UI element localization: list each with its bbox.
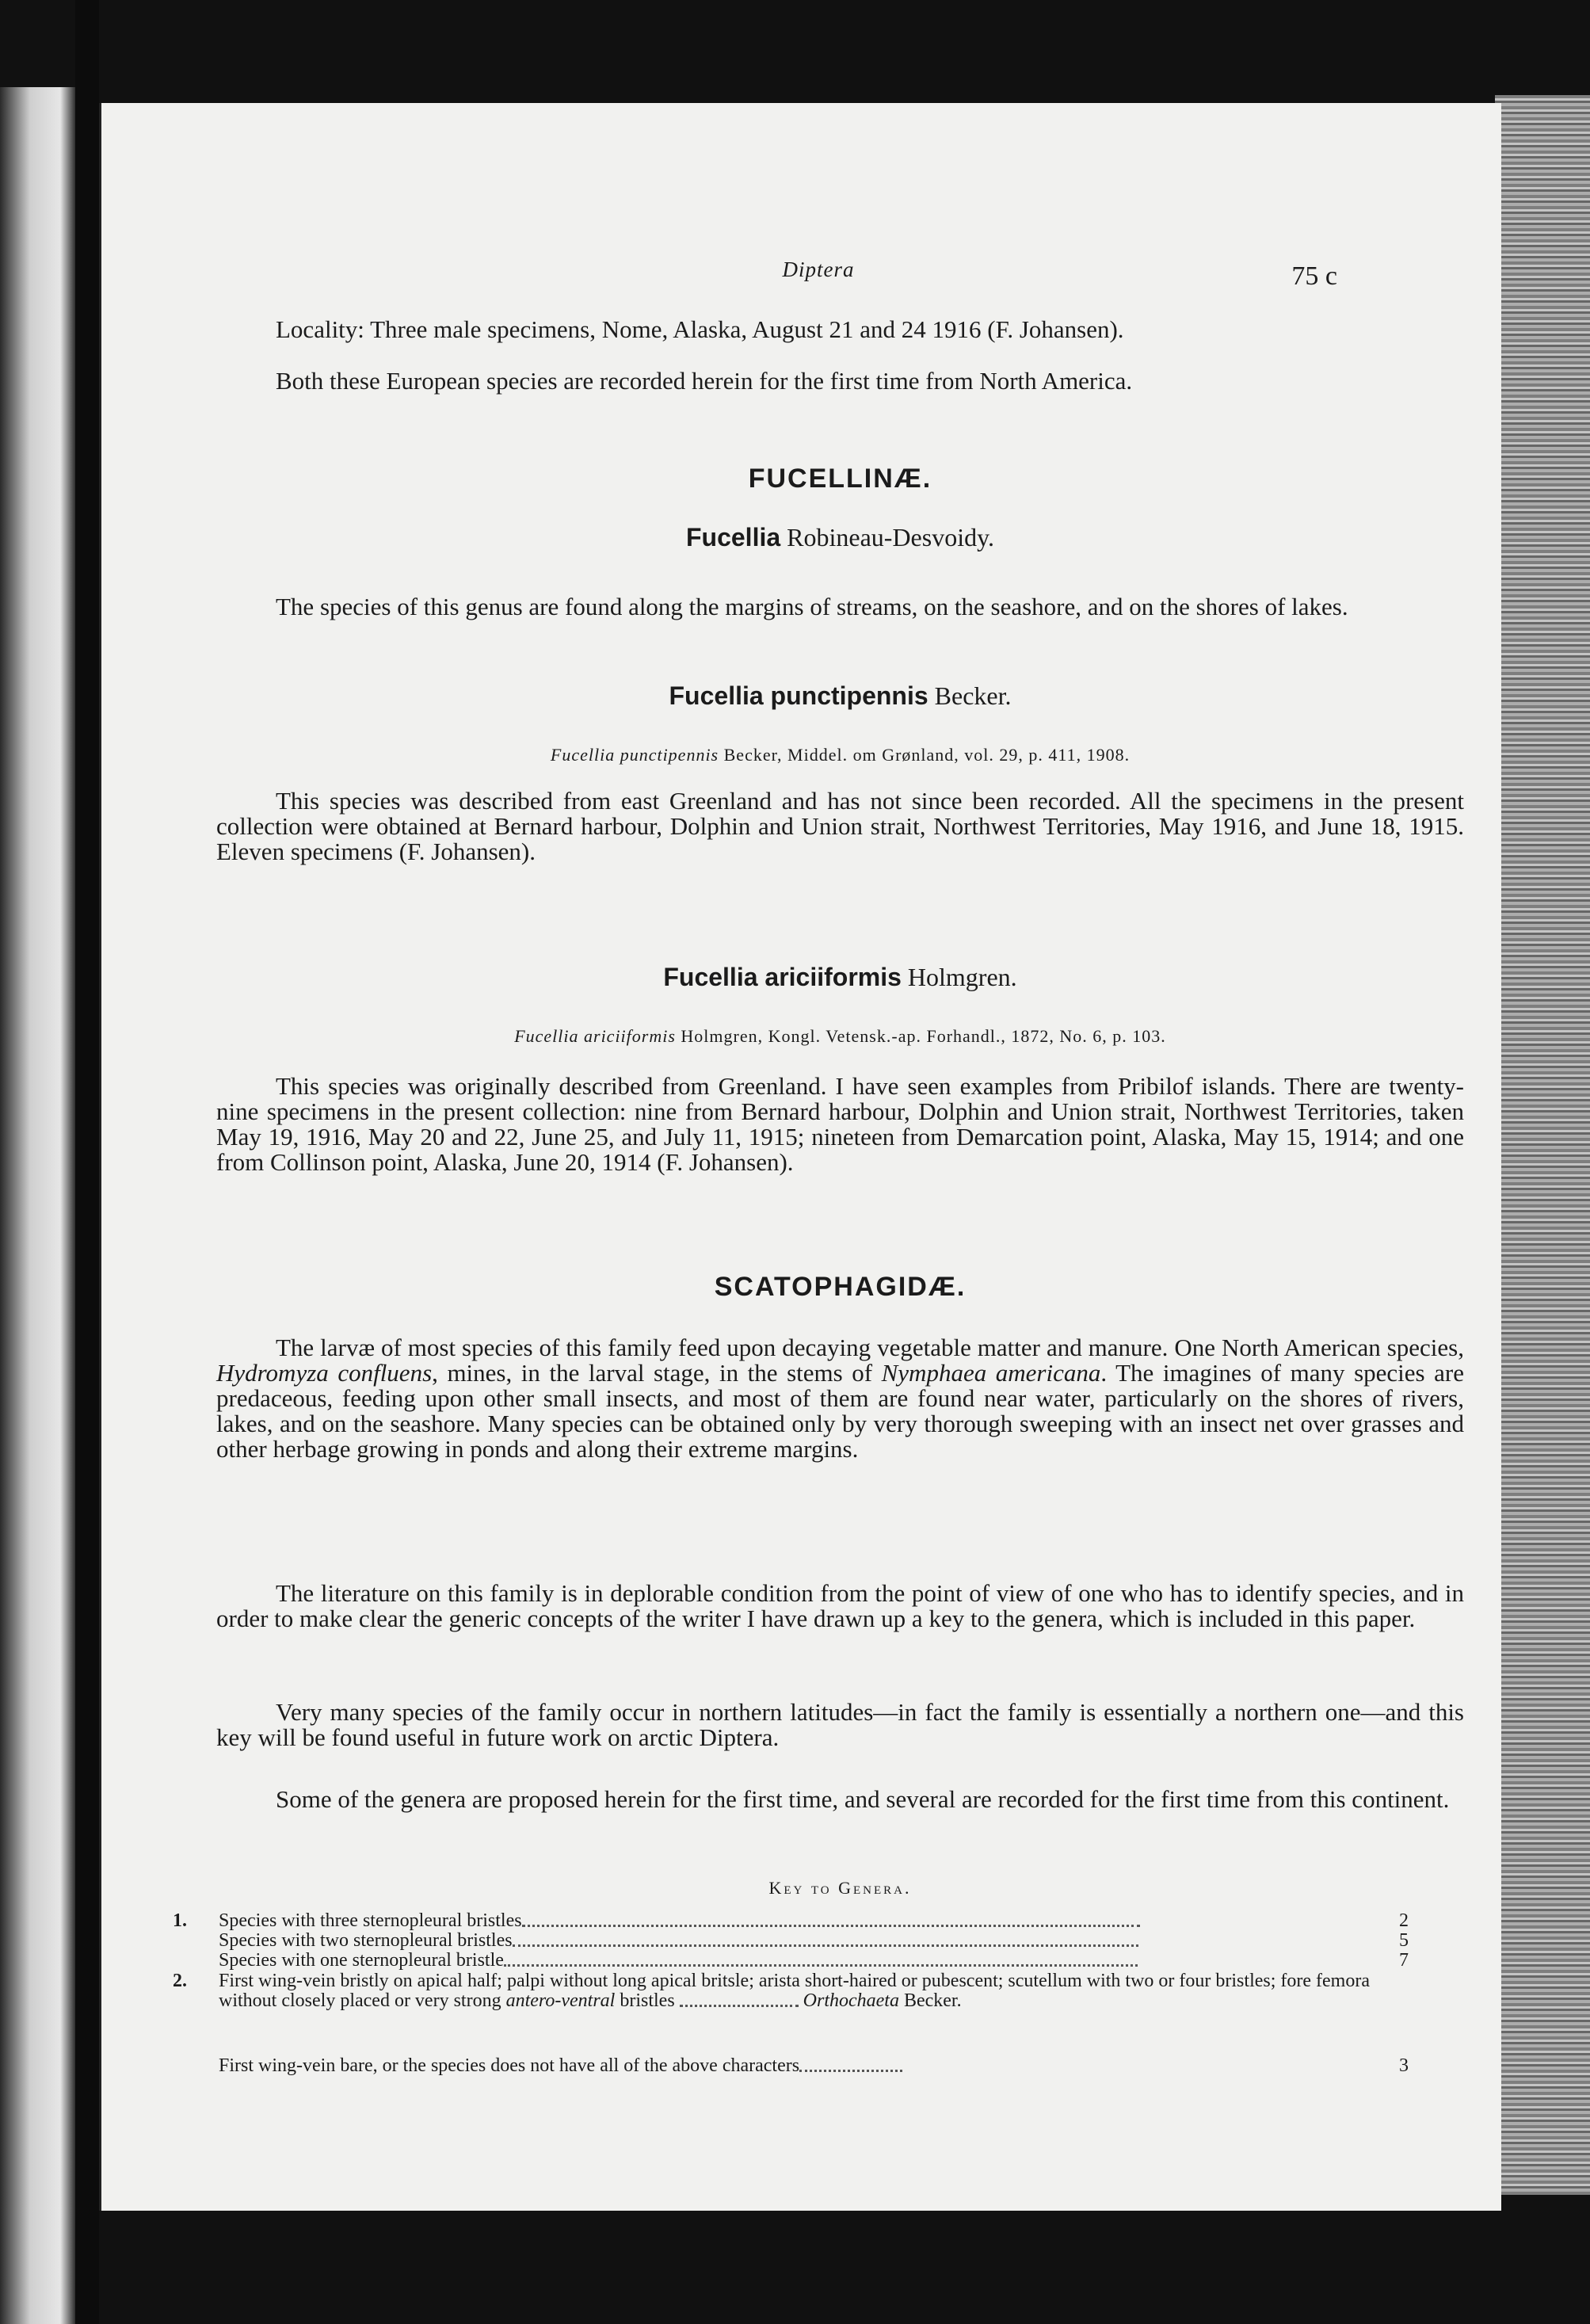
document-page bbox=[99, 103, 1501, 2211]
scato-text-end: . The imagines of many species are predaceous, feeding upon other small insects, and most of them are found near water, particularly on the shores of rivers, lakes, and on the seashore. Many species can be obtained only by very thorough sweeping with an insect net over grasses and other herbage growing in ponds and along their extreme margins. bbox=[216, 1359, 1465, 1463]
key-reference: 2 bbox=[1399, 1910, 1409, 1931]
leader-dots bbox=[522, 1917, 1140, 1927]
citation-reference: Becker, Middel. om Grønland, vol. 29, p. 411, 1908. bbox=[723, 745, 1131, 765]
key-row bbox=[173, 1971, 1409, 2059]
leader-dots bbox=[513, 1937, 1138, 1947]
fucellia-intro-paragraph bbox=[216, 594, 1464, 620]
key-reference: 5 bbox=[1399, 1930, 1409, 1951]
punctipennis-text: This species was described from east Greenland and has not since been recorded. All the specimens in the present collection were obtained at Bernard harbour, Dolphin and Union strait, Northwest Territories, May 1916, and June 18, 1915. Eleven specimens (F. Johansen). bbox=[216, 787, 1464, 865]
key-title: Key to Genera. bbox=[768, 1878, 912, 1898]
page-number: 75 c bbox=[1291, 261, 1337, 291]
key-text: Species with three sternopleural bristles bbox=[219, 1910, 522, 1931]
fucellia-genus-heading bbox=[216, 523, 1464, 552]
key-genus: Orthochaeta bbox=[803, 1990, 899, 2011]
scatophagidae-paragraph-1 bbox=[216, 1335, 1464, 1462]
species-name: Fucellia ariciiformis bbox=[663, 963, 902, 991]
scatophagidae-paragraph-4 bbox=[216, 1787, 1464, 1812]
european-paragraph bbox=[216, 368, 1464, 394]
plant-nymphaea: Nymphaea americana bbox=[881, 1359, 1101, 1387]
punctipennis-paragraph bbox=[216, 788, 1464, 864]
key-text-wrap bbox=[219, 1971, 1409, 2011]
key-text: Species with one sternopleural bristle bbox=[219, 1950, 504, 1971]
key-row bbox=[173, 1911, 1409, 1932]
key-text-wrap bbox=[219, 1911, 1353, 1931]
leader-dots bbox=[799, 2062, 902, 2072]
ariciiformis-text: This species was originally described from Greenland. I have seen examples from Pribilof islands. There are twenty-nine specimens in the present collection: nine from Bernard harbour, Dolphin and Union strait, Northwest Territories, taken May 19, 1916, May 20 and 22, June 25, and July 11, 1915; nineteen from Demarcation point, Alaska, May 15, 1914; and one from Collinson point, Alaska, June 20, 1914 (F. Johansen). bbox=[216, 1072, 1464, 1176]
key-number: 2. bbox=[173, 1971, 187, 1991]
species-name: Fucellia punctipennis bbox=[669, 681, 928, 710]
scatophagidae-paragraph-2 bbox=[216, 1581, 1464, 1631]
key-number: 1. bbox=[173, 1910, 187, 1931]
leader-dots bbox=[680, 1997, 799, 2007]
key-reference: 7 bbox=[1399, 1950, 1409, 1971]
key-text-wrap bbox=[219, 1951, 1353, 1971]
fucellia-intro-text: The species of this genus are found along the margins of streams, on the seashore, and on the shores of lakes. bbox=[276, 593, 1348, 620]
scato-4-text: Some of the genera are proposed herein for the first time, and several are recorded for the first time from this continent. bbox=[276, 1785, 1450, 1813]
key-text: bristles bbox=[620, 1990, 675, 2011]
genus-author: Robineau-Desvoidy. bbox=[787, 523, 995, 551]
citation-species: Fucellia punctipennis bbox=[550, 745, 719, 765]
locality-paragraph bbox=[216, 317, 1464, 342]
scato-2-text: The literature on this family is in deplorable condition from the point of view of one who has to identify species, and in order to make clear the generic concepts of the writer I have drawn up a key to the genera, which is included in this paper. bbox=[216, 1579, 1464, 1632]
key-row bbox=[173, 1931, 1409, 1952]
locality-text: Locality: Three male specimens, Nome, Alaska, August 21 and 24 1916 (F. Johansen). bbox=[276, 315, 1124, 343]
key-genus-author: Becker. bbox=[903, 1990, 962, 2011]
scato-text-start: The larvæ of most species of this family feed upon decaying vegetable matter and manure. One North American species, bbox=[276, 1334, 1464, 1361]
punctipennis-citation bbox=[216, 745, 1464, 765]
fucellinae-heading: FUCELLINÆ. bbox=[748, 464, 932, 494]
punctipennis-heading bbox=[216, 681, 1464, 711]
citation-reference: Holmgren, Kongl. Vetensk.-ap. Forhandl., 1872, No. 6, p. 103. bbox=[681, 1026, 1166, 1046]
key-text-wrap bbox=[219, 1931, 1353, 1951]
species-author: Becker. bbox=[934, 681, 1012, 710]
scato-3-text: Very many species of the family occur in northern latitudes—in fact the family is essentially a northern one—and this key will be found useful in future work on arctic Diptera. bbox=[216, 1698, 1464, 1751]
running-title: Diptera bbox=[782, 258, 855, 281]
ariciiformis-paragraph bbox=[216, 1074, 1464, 1175]
species-hydromyza: Hydromyza confluens bbox=[216, 1359, 433, 1387]
genus-name: Fucellia bbox=[685, 523, 781, 551]
european-text: Both these European species are recorded herein for the first time from North America. bbox=[276, 367, 1133, 395]
ariciiformis-heading bbox=[216, 963, 1464, 992]
page-stack-edge bbox=[1495, 95, 1590, 2195]
key-row bbox=[173, 2056, 1409, 2077]
key-text-wrap bbox=[219, 2056, 1353, 2076]
scatophagidae-heading: SCATOPHAGIDÆ. bbox=[714, 1272, 967, 1302]
key-text: Species with two sternopleural bristles bbox=[219, 1930, 513, 1951]
species-author: Holmgren. bbox=[907, 963, 1017, 991]
key-row bbox=[173, 1951, 1409, 1971]
leader-dots bbox=[504, 1956, 1138, 1967]
ariciiformis-citation bbox=[216, 1026, 1464, 1047]
key-reference: 3 bbox=[1399, 2055, 1409, 2076]
book-gutter bbox=[75, 0, 99, 2324]
citation-species: Fucellia ariciiformis bbox=[514, 1026, 676, 1046]
left-page-edge bbox=[0, 87, 75, 2324]
scato-text-mid: , mines, in the larval stage, in the stems of bbox=[432, 1359, 873, 1387]
scatophagidae-paragraph-3 bbox=[216, 1700, 1464, 1750]
key-term: antero-ventral bbox=[505, 1990, 616, 2011]
key-text: First wing-vein bare, or the species does not have all of the above characters bbox=[219, 2055, 800, 2076]
key-text: First wing-vein bristly on apical half; palpi without long apical britsle; arista short-haired or pubescent; scutellum with two or four bristles; fore femora without closely placed or very strong bbox=[219, 1971, 1370, 2011]
